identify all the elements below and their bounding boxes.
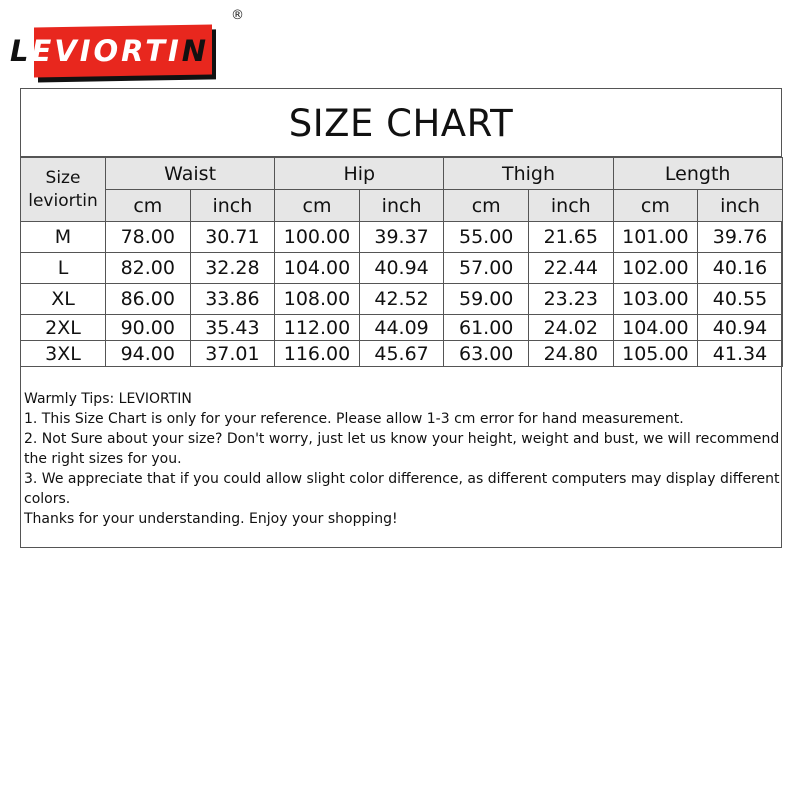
value-cell: 40.55 [698,284,783,315]
value-cell: 42.52 [359,284,444,315]
value-cell: 24.02 [528,315,613,341]
value-cell: 116.00 [275,341,360,367]
value-cell: 61.00 [444,315,529,341]
tip-line: 2. Not Sure about your size? Don't worry, just let us know your height, weight and bust, we will recommend the right sizes for you. [24,431,780,467]
value-cell: 100.00 [275,222,360,253]
value-cell: 41.34 [698,341,783,367]
group-header: Hip [275,158,444,190]
group-header: Length [613,158,782,190]
value-cell: 24.80 [528,341,613,367]
size-header [21,158,106,222]
value-cell: 45.67 [359,341,444,367]
brand-logo [10,22,250,84]
value-cell: 103.00 [613,284,698,315]
size-cell: XL [21,284,106,315]
value-cell: 94.00 [106,341,191,367]
page-title: SIZE CHART [21,89,781,157]
value-cell: 104.00 [613,315,698,341]
value-cell: 21.65 [528,222,613,253]
value-cell: 35.43 [190,315,275,341]
table-row [21,284,783,315]
unit-header: cm [444,190,529,222]
value-cell: 108.00 [275,284,360,315]
value-cell: 102.00 [613,253,698,284]
unit-header: inch [698,190,783,222]
group-header: Waist [106,158,275,190]
size-chart-frame [20,88,782,548]
value-cell: 101.00 [613,222,698,253]
tip-line: 1. This Size Chart is only for your reference. Please allow 1-3 cm error for hand measurement. [24,411,684,427]
unit-header: inch [359,190,444,222]
table-row [21,253,783,284]
value-cell: 37.01 [190,341,275,367]
value-cell: 63.00 [444,341,529,367]
size-cell: M [21,222,106,253]
size-cell: 2XL [21,315,106,341]
value-cell: 39.37 [359,222,444,253]
unit-header: cm [613,190,698,222]
size-header-line1: Size [45,167,81,188]
group-header: Thigh [444,158,613,190]
value-cell: 40.16 [698,253,783,284]
table-row [21,341,783,367]
unit-header: inch [190,190,275,222]
table-row [21,315,783,341]
size-cell: L [21,253,106,284]
value-cell: 44.09 [359,315,444,341]
unit-header: cm [106,190,191,222]
value-cell: 32.28 [190,253,275,284]
header-row-groups [21,158,783,190]
value-cell: 86.00 [106,284,191,315]
value-cell: 59.00 [444,284,529,315]
size-table [20,157,783,367]
value-cell: 105.00 [613,341,698,367]
value-cell: 57.00 [444,253,529,284]
size-header-line2: leviortin [28,190,98,211]
value-cell: 55.00 [444,222,529,253]
header-row-units [21,190,783,222]
value-cell: 39.76 [698,222,783,253]
value-cell: 22.44 [528,253,613,284]
value-cell: 82.00 [106,253,191,284]
tips-section [21,367,781,529]
table-row [21,222,783,253]
value-cell: 30.71 [190,222,275,253]
unit-header: cm [275,190,360,222]
value-cell: 90.00 [106,315,191,341]
size-cell: 3XL [21,341,106,367]
tip-line: Thanks for your understanding. Enjoy your shopping! [24,511,398,527]
registered-mark: ® [231,8,244,23]
value-cell: 23.23 [528,284,613,315]
value-cell: 33.86 [190,284,275,315]
unit-header: inch [528,190,613,222]
logo-wordmark: LEVIORTIN [10,34,210,68]
value-cell: 40.94 [359,253,444,284]
value-cell: 40.94 [698,315,783,341]
value-cell: 104.00 [275,253,360,284]
value-cell: 112.00 [275,315,360,341]
tip-line: Warmly Tips: LEVIORTIN [24,391,192,407]
tip-line: 3. We appreciate that if you could allow slight color difference, as different computers may display different colors. [24,471,780,507]
value-cell: 78.00 [106,222,191,253]
